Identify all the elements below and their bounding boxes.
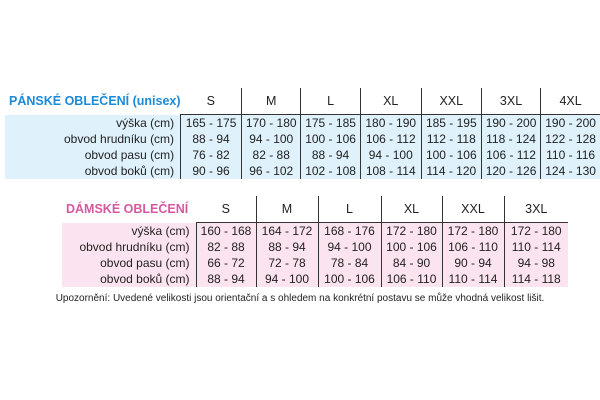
size-disclaimer-note: Upozornění: Uvedené velikosti jsou orientační a s ohledem na konkrétní postavu se může vhodná velikost lišit. — [55, 293, 545, 304]
table-row — [5, 147, 600, 163]
row-label: obvod hrudníku (cm) — [62, 239, 196, 255]
table-cell: 82 - 88 — [242, 147, 301, 163]
table-cell: 190 - 200 — [481, 115, 540, 132]
table-cell: 100 - 106 — [318, 271, 381, 287]
table-cell: 172 - 180 — [504, 223, 568, 240]
table-cell: 78 - 84 — [318, 255, 381, 271]
men-size-header: M — [242, 88, 301, 115]
table-cell: 100 - 106 — [381, 239, 442, 255]
table-cell: 114 - 118 — [504, 271, 568, 287]
table-cell: 172 - 180 — [442, 223, 504, 240]
table-row — [5, 131, 600, 147]
table-cell: 88 - 94 — [196, 271, 256, 287]
women-size-table — [62, 196, 568, 287]
table-cell: 120 - 126 — [481, 163, 540, 179]
row-label: výška (cm) — [62, 223, 196, 240]
table-cell: 72 - 78 — [256, 255, 318, 271]
row-label: výška (cm) — [5, 115, 181, 132]
men-size-header: L — [301, 88, 360, 115]
women-size-header: L — [318, 196, 381, 223]
table-cell: 108 - 114 — [360, 163, 421, 179]
table-cell: 106 - 112 — [360, 131, 421, 147]
table-cell: 90 - 94 — [442, 255, 504, 271]
men-size-header: S — [181, 88, 242, 115]
women-size-header: 3XL — [504, 196, 568, 223]
women-size-header: M — [256, 196, 318, 223]
table-cell: 84 - 90 — [381, 255, 442, 271]
table-cell: 110 - 114 — [504, 239, 568, 255]
men-table-title: PÁNSKÉ OBLEČENÍ (unisex) — [9, 94, 181, 109]
table-cell: 122 - 128 — [541, 131, 600, 147]
men-size-header: 3XL — [481, 88, 540, 115]
table-cell: 160 - 168 — [196, 223, 256, 240]
men-size-table — [5, 88, 600, 179]
table-row — [62, 223, 568, 240]
table-row — [62, 271, 568, 287]
table-cell: 175 - 185 — [301, 115, 360, 132]
table-row — [62, 239, 568, 255]
table-cell: 94 - 100 — [256, 271, 318, 287]
table-cell: 88 - 94 — [256, 239, 318, 255]
table-cell: 100 - 106 — [421, 147, 481, 163]
table-cell: 172 - 180 — [381, 223, 442, 240]
men-size-header: XXL — [421, 88, 481, 115]
table-cell: 170 - 180 — [242, 115, 301, 132]
table-cell: 94 - 100 — [360, 147, 421, 163]
women-size-header: S — [196, 196, 256, 223]
women-table-title: DÁMSKÉ OBLEČENÍ — [66, 202, 189, 217]
table-cell: 100 - 106 — [301, 131, 360, 147]
table-cell: 114 - 120 — [421, 163, 481, 179]
table-row — [5, 115, 600, 132]
table-cell: 118 - 124 — [481, 131, 540, 147]
table-cell: 106 - 110 — [381, 271, 442, 287]
table-cell: 106 - 110 — [442, 239, 504, 255]
table-cell: 124 - 130 — [541, 163, 600, 179]
women-size-header: XL — [381, 196, 442, 223]
table-cell: 90 - 96 — [181, 163, 242, 179]
table-cell: 88 - 94 — [181, 131, 242, 147]
table-cell: 110 - 114 — [442, 271, 504, 287]
table-cell: 94 - 100 — [318, 239, 381, 255]
table-cell: 164 - 172 — [256, 223, 318, 240]
table-cell: 106 - 112 — [481, 147, 540, 163]
men-size-header: 4XL — [541, 88, 600, 115]
table-cell: 76 - 82 — [181, 147, 242, 163]
table-cell: 94 - 100 — [242, 131, 301, 147]
row-label: obvod boků (cm) — [5, 163, 181, 179]
table-cell: 185 - 195 — [421, 115, 481, 132]
table-cell: 88 - 94 — [301, 147, 360, 163]
women-size-header: XXL — [442, 196, 504, 223]
table-cell: 82 - 88 — [196, 239, 256, 255]
row-label: obvod pasu (cm) — [62, 255, 196, 271]
table-cell: 110 - 116 — [541, 147, 600, 163]
table-cell: 94 - 98 — [504, 255, 568, 271]
table-cell: 102 - 108 — [301, 163, 360, 179]
table-cell: 66 - 72 — [196, 255, 256, 271]
table-cell: 165 - 175 — [181, 115, 242, 132]
table-row — [5, 163, 600, 179]
table-row — [62, 255, 568, 271]
table-cell: 190 - 200 — [541, 115, 600, 132]
table-cell: 96 - 102 — [242, 163, 301, 179]
table-cell: 112 - 118 — [421, 131, 481, 147]
row-label: obvod hrudníku (cm) — [5, 131, 181, 147]
row-label: obvod pasu (cm) — [5, 147, 181, 163]
row-label: obvod boků (cm) — [62, 271, 196, 287]
table-cell: 180 - 190 — [360, 115, 421, 132]
table-cell: 168 - 176 — [318, 223, 381, 240]
men-size-header: XL — [360, 88, 421, 115]
